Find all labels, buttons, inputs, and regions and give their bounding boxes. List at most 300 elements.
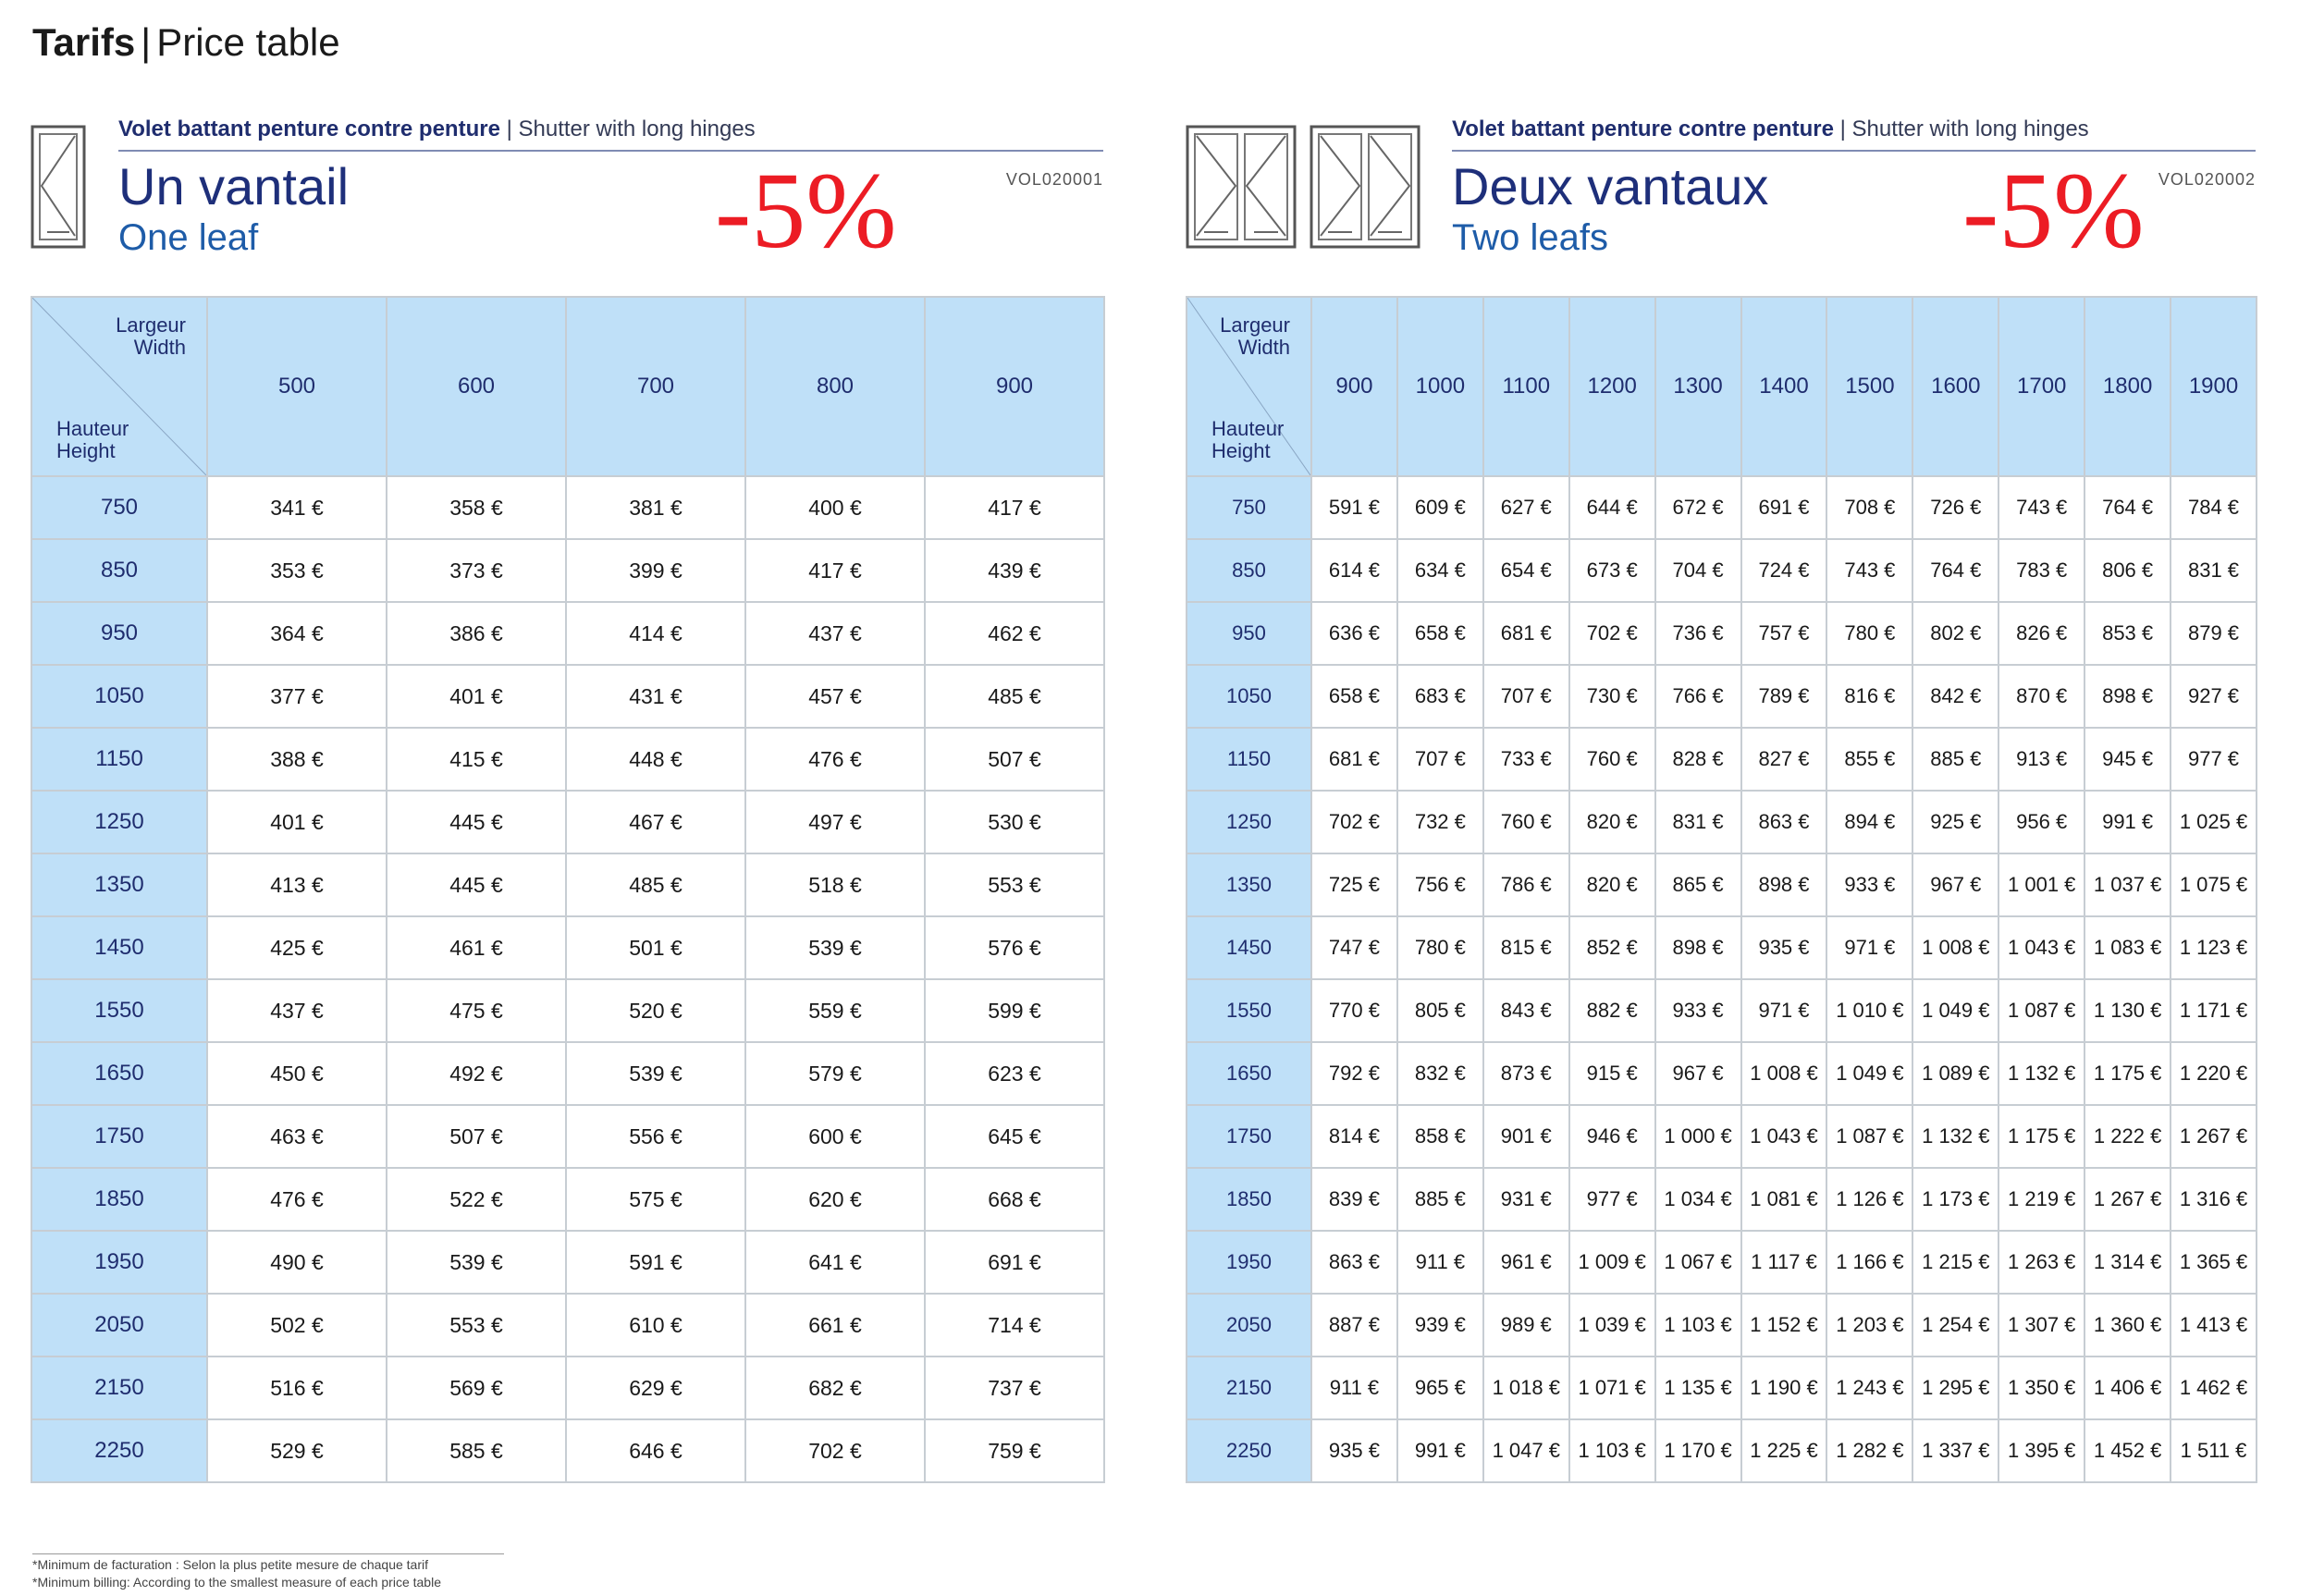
price-cell: 863 € — [1311, 1231, 1397, 1294]
price-cell: 784 € — [2171, 476, 2257, 539]
price-cell: 1 170 € — [1655, 1419, 1741, 1482]
price-cell: 569 € — [387, 1357, 566, 1419]
price-cell: 704 € — [1655, 539, 1741, 602]
width-axis-label — [116, 314, 186, 359]
price-cell: 1 132 € — [1912, 1105, 1998, 1168]
price-cell: 1 009 € — [1569, 1231, 1655, 1294]
panel-title-fr: Un vantail — [118, 157, 350, 215]
discount-badge: -5% — [1962, 150, 2145, 271]
price-cell: 1 075 € — [2171, 853, 2257, 916]
table-row — [31, 1168, 1104, 1231]
price-cell: 539 € — [566, 1042, 745, 1105]
table-row — [31, 853, 1104, 916]
price-cell: 475 € — [387, 979, 566, 1042]
price-cell: 1 215 € — [1912, 1231, 1998, 1294]
panel-subtitle-bold: Volet battant penture contre penture — [118, 117, 500, 141]
price-cell: 463 € — [207, 1105, 387, 1168]
price-cell: 707 € — [1397, 728, 1483, 791]
price-cell: 417 € — [925, 476, 1104, 539]
price-cell: 381 € — [566, 476, 745, 539]
price-cell: 668 € — [925, 1168, 1104, 1231]
height-row-header: 2150 — [1187, 1357, 1311, 1419]
price-cell: 1 135 € — [1655, 1357, 1741, 1419]
table-header-row — [31, 297, 1104, 476]
height-row-header: 2150 — [31, 1357, 207, 1419]
price-cell: 852 € — [1569, 916, 1655, 979]
height-row-header: 850 — [31, 539, 207, 602]
price-cell: 1 067 € — [1655, 1231, 1741, 1294]
price-cell: 815 € — [1483, 916, 1569, 979]
price-cell: 961 € — [1483, 1231, 1569, 1294]
footnote-divider — [32, 1553, 504, 1554]
price-cell: 417 € — [745, 539, 925, 602]
price-cell: 476 € — [745, 728, 925, 791]
price-cell: 1 001 € — [1998, 853, 2084, 916]
price-cell: 828 € — [1655, 728, 1741, 791]
height-label-fr: Hauteur — [1211, 417, 1285, 440]
price-cell: 1 307 € — [1998, 1294, 2084, 1357]
price-cell: 879 € — [2171, 602, 2257, 665]
price-cell: 702 € — [1311, 791, 1397, 853]
table-row — [1187, 1231, 2257, 1294]
price-cell: 989 € — [1483, 1294, 1569, 1357]
height-row-header: 1350 — [31, 853, 207, 916]
price-cell: 977 € — [2171, 728, 2257, 791]
price-cell: 1 413 € — [2171, 1294, 2257, 1357]
height-row-header: 1950 — [31, 1231, 207, 1294]
price-cell: 1 087 € — [1826, 1105, 1912, 1168]
price-cell: 1 295 € — [1912, 1357, 1998, 1419]
panel-title-fr: Deux vantaux — [1452, 157, 1769, 215]
price-cell: 1 406 € — [2084, 1357, 2171, 1419]
height-row-header: 950 — [31, 602, 207, 665]
height-row-header: 2250 — [31, 1419, 207, 1482]
price-cell: 831 € — [1655, 791, 1741, 853]
price-cell: 911 € — [1397, 1231, 1483, 1294]
price-cell: 485 € — [566, 853, 745, 916]
price-cell: 1 360 € — [2084, 1294, 2171, 1357]
price-cell: 634 € — [1397, 539, 1483, 602]
price-cell: 522 € — [387, 1168, 566, 1231]
price-cell: 437 € — [207, 979, 387, 1042]
one-leaf-shutter-icon — [31, 125, 86, 249]
price-cell: 873 € — [1483, 1042, 1569, 1105]
price-cell: 967 € — [1655, 1042, 1741, 1105]
product-reference: VOL020002 — [2158, 170, 2256, 189]
panel-subtitle — [118, 111, 1103, 152]
table-row — [1187, 853, 2257, 916]
price-cell: 971 € — [1741, 979, 1827, 1042]
price-cell: 1 175 € — [1998, 1105, 2084, 1168]
table-row — [1187, 539, 2257, 602]
table-corner-cell — [1187, 297, 1311, 476]
height-label-fr: Hauteur — [56, 417, 129, 440]
price-cell: 462 € — [925, 602, 1104, 665]
table-row — [31, 979, 1104, 1042]
price-cell: 945 € — [2084, 728, 2171, 791]
price-cell: 1 314 € — [2084, 1231, 2171, 1294]
price-cell: 691 € — [1741, 476, 1827, 539]
height-row-header: 1150 — [1187, 728, 1311, 791]
price-cell: 991 € — [2084, 791, 2171, 853]
price-cell: 461 € — [387, 916, 566, 979]
price-cell: 553 € — [925, 853, 1104, 916]
price-cell: 623 € — [925, 1042, 1104, 1105]
price-cell: 490 € — [207, 1231, 387, 1294]
height-row-header: 1650 — [31, 1042, 207, 1105]
price-cell: 814 € — [1311, 1105, 1397, 1168]
price-cell: 658 € — [1311, 665, 1397, 728]
price-cell: 933 € — [1655, 979, 1741, 1042]
table-row — [31, 1042, 1104, 1105]
height-row-header: 1050 — [1187, 665, 1311, 728]
price-cell: 518 € — [745, 853, 925, 916]
price-cell: 591 € — [566, 1231, 745, 1294]
width-label-en: Width — [133, 336, 186, 359]
price-cell: 853 € — [2084, 602, 2171, 665]
price-cell: 1 267 € — [2084, 1168, 2171, 1231]
price-cell: 1 034 € — [1655, 1168, 1741, 1231]
price-cell: 802 € — [1912, 602, 1998, 665]
page-title-rest: Price table — [156, 20, 340, 64]
price-cell: 1 175 € — [2084, 1042, 2171, 1105]
width-column-header: 1300 — [1655, 297, 1741, 476]
price-cell: 576 € — [925, 916, 1104, 979]
height-row-header: 1450 — [31, 916, 207, 979]
price-cell: 1 254 € — [1912, 1294, 1998, 1357]
price-cell: 901 € — [1483, 1105, 1569, 1168]
footnote — [32, 1553, 504, 1591]
price-cell: 1 243 € — [1826, 1357, 1912, 1419]
page-title — [32, 20, 340, 65]
page-title-bold: Tarifs — [32, 20, 136, 64]
price-cell: 708 € — [1826, 476, 1912, 539]
price-cell: 1 010 € — [1826, 979, 1912, 1042]
height-row-header: 750 — [1187, 476, 1311, 539]
price-cell: 806 € — [2084, 539, 2171, 602]
width-column-header: 1600 — [1912, 297, 1998, 476]
price-cell: 783 € — [1998, 539, 2084, 602]
height-row-header: 1750 — [31, 1105, 207, 1168]
price-cell: 641 € — [745, 1231, 925, 1294]
price-cell: 747 € — [1311, 916, 1397, 979]
price-cell: 1 043 € — [1998, 916, 2084, 979]
height-row-header: 1750 — [1187, 1105, 1311, 1168]
footnote-line-fr: *Minimum de facturation : Selon la plus petite mesure de chaque tarif — [32, 1557, 429, 1572]
footnote-line-en: *Minimum billing: According to the smallest measure of each price table — [32, 1575, 441, 1590]
height-row-header: 1350 — [1187, 853, 1311, 916]
price-cell: 946 € — [1569, 1105, 1655, 1168]
price-cell: 1 000 € — [1655, 1105, 1741, 1168]
height-axis-label — [1211, 418, 1284, 462]
price-cell: 927 € — [2171, 665, 2257, 728]
width-axis-label — [1220, 314, 1290, 359]
width-column-header: 1900 — [2171, 297, 2257, 476]
width-column-header: 1000 — [1397, 297, 1483, 476]
price-cell: 445 € — [387, 791, 566, 853]
panel-header — [118, 111, 1103, 259]
price-cell: 820 € — [1569, 853, 1655, 916]
price-cell: 591 € — [1311, 476, 1397, 539]
price-cell: 353 € — [207, 539, 387, 602]
price-cell: 401 € — [207, 791, 387, 853]
price-cell: 1 089 € — [1912, 1042, 1998, 1105]
price-cell: 1 511 € — [2171, 1419, 2257, 1482]
panel-subtitle-rest: Shutter with long hinges — [1851, 117, 2089, 141]
price-cell: 400 € — [745, 476, 925, 539]
price-cell: 507 € — [387, 1105, 566, 1168]
price-cell: 1 462 € — [2171, 1357, 2257, 1419]
table-row — [1187, 1419, 2257, 1482]
price-cell: 967 € — [1912, 853, 1998, 916]
price-cell: 858 € — [1397, 1105, 1483, 1168]
price-cell: 431 € — [566, 665, 745, 728]
price-cell: 931 € — [1483, 1168, 1569, 1231]
table-row — [31, 476, 1104, 539]
price-cell: 730 € — [1569, 665, 1655, 728]
price-cell: 726 € — [1912, 476, 1998, 539]
price-cell: 780 € — [1826, 602, 1912, 665]
height-row-header: 1450 — [1187, 916, 1311, 979]
height-row-header: 1250 — [31, 791, 207, 853]
width-column-header: 1400 — [1741, 297, 1827, 476]
price-cell: 1 071 € — [1569, 1357, 1655, 1419]
price-cell: 467 € — [566, 791, 745, 853]
shutter-icons — [1186, 125, 1420, 249]
price-cell: 1 117 € — [1741, 1231, 1827, 1294]
table-row — [1187, 1105, 2257, 1168]
price-cell: 1 083 € — [2084, 916, 2171, 979]
height-row-header: 950 — [1187, 602, 1311, 665]
price-cell: 894 € — [1826, 791, 1912, 853]
price-cell: 911 € — [1311, 1357, 1397, 1419]
price-cell: 1 282 € — [1826, 1419, 1912, 1482]
price-cell: 839 € — [1311, 1168, 1397, 1231]
width-column-header: 1800 — [2084, 297, 2171, 476]
price-cell: 898 € — [1655, 916, 1741, 979]
price-cell: 1 018 € — [1483, 1357, 1569, 1419]
price-cell: 414 € — [566, 602, 745, 665]
price-cell: 1 152 € — [1741, 1294, 1827, 1357]
height-label-en: Height — [1211, 439, 1271, 462]
shutter-icons — [31, 125, 86, 249]
price-cell: 843 € — [1483, 979, 1569, 1042]
table-row — [1187, 728, 2257, 791]
table-row — [31, 539, 1104, 602]
price-cell: 764 € — [1912, 539, 1998, 602]
two-leaf-shutter-icon — [1310, 125, 1420, 249]
height-row-header: 2050 — [1187, 1294, 1311, 1357]
price-cell: 1 219 € — [1998, 1168, 2084, 1231]
price-cell: 1 043 € — [1741, 1105, 1827, 1168]
price-cell: 707 € — [1483, 665, 1569, 728]
price-cell: 476 € — [207, 1168, 387, 1231]
width-column-header: 800 — [745, 297, 925, 476]
height-row-header: 1850 — [31, 1168, 207, 1231]
price-cell: 1 171 € — [2171, 979, 2257, 1042]
product-reference: VOL020001 — [1005, 170, 1103, 189]
table-row — [31, 1294, 1104, 1357]
price-cell: 1 126 € — [1826, 1168, 1912, 1231]
price-cell: 1 337 € — [1912, 1419, 1998, 1482]
table-row — [1187, 1294, 2257, 1357]
price-cell: 714 € — [925, 1294, 1104, 1357]
price-cell: 935 € — [1741, 916, 1827, 979]
table-header-row — [1187, 297, 2257, 476]
table-row — [1187, 791, 2257, 853]
price-cell: 939 € — [1397, 1294, 1483, 1357]
price-cell: 681 € — [1311, 728, 1397, 791]
price-cell: 399 € — [566, 539, 745, 602]
width-column-header: 1100 — [1483, 297, 1569, 476]
price-table — [1186, 296, 2257, 1483]
height-row-header: 1150 — [31, 728, 207, 791]
width-column-header: 700 — [566, 297, 745, 476]
price-cell: 1 173 € — [1912, 1168, 1998, 1231]
table-row — [1187, 1168, 2257, 1231]
price-cell: 627 € — [1483, 476, 1569, 539]
price-cell: 831 € — [2171, 539, 2257, 602]
price-cell: 502 € — [207, 1294, 387, 1357]
price-cell: 780 € — [1397, 916, 1483, 979]
price-cell: 388 € — [207, 728, 387, 791]
price-cell: 757 € — [1741, 602, 1827, 665]
height-row-header: 1550 — [1187, 979, 1311, 1042]
price-cell: 485 € — [925, 665, 1104, 728]
width-column-header: 1500 — [1826, 297, 1912, 476]
price-cell: 827 € — [1741, 728, 1827, 791]
price-cell: 556 € — [566, 1105, 745, 1168]
panel-subtitle-separator: | — [499, 117, 519, 141]
price-cell: 898 € — [1741, 853, 1827, 916]
table-row — [31, 916, 1104, 979]
price-cell: 1 037 € — [2084, 853, 2171, 916]
price-cell: 1 103 € — [1655, 1294, 1741, 1357]
price-cell: 855 € — [1826, 728, 1912, 791]
table-row — [31, 602, 1104, 665]
price-cell: 725 € — [1311, 853, 1397, 916]
table-corner-cell — [31, 297, 207, 476]
price-cell: 530 € — [925, 791, 1104, 853]
price-cell: 1 222 € — [2084, 1105, 2171, 1168]
price-cell: 737 € — [925, 1357, 1104, 1419]
price-cell: 691 € — [925, 1231, 1104, 1294]
price-cell: 1 047 € — [1483, 1419, 1569, 1482]
price-cell: 898 € — [2084, 665, 2171, 728]
price-cell: 425 € — [207, 916, 387, 979]
price-cell: 575 € — [566, 1168, 745, 1231]
price-cell: 1 220 € — [2171, 1042, 2257, 1105]
width-column-header: 600 — [387, 297, 566, 476]
price-cell: 645 € — [925, 1105, 1104, 1168]
price-cell: 770 € — [1311, 979, 1397, 1042]
discount-badge: -5% — [715, 150, 897, 271]
width-column-header: 500 — [207, 297, 387, 476]
price-cell: 805 € — [1397, 979, 1483, 1042]
table-row — [1187, 916, 2257, 979]
panel-subtitle-rest: Shutter with long hinges — [518, 117, 756, 141]
panel-subtitle-separator: | — [1833, 117, 1852, 141]
price-cell: 863 € — [1741, 791, 1827, 853]
price-cell: 1 087 € — [1998, 979, 2084, 1042]
price-cell: 702 € — [1569, 602, 1655, 665]
price-cell: 1 190 € — [1741, 1357, 1827, 1419]
price-cell: 887 € — [1311, 1294, 1397, 1357]
price-cell: 539 € — [387, 1231, 566, 1294]
price-cell: 614 € — [1311, 539, 1397, 602]
price-cell: 1 225 € — [1741, 1419, 1827, 1482]
price-cell: 415 € — [387, 728, 566, 791]
price-cell: 646 € — [566, 1419, 745, 1482]
table-row — [31, 665, 1104, 728]
price-cell: 1 350 € — [1998, 1357, 2084, 1419]
width-label-en: Width — [1237, 336, 1290, 359]
height-row-header: 750 — [31, 476, 207, 539]
price-cell: 386 € — [387, 602, 566, 665]
price-cell: 599 € — [925, 979, 1104, 1042]
table-row — [31, 1357, 1104, 1419]
price-cell: 1 123 € — [2171, 916, 2257, 979]
price-table — [31, 296, 1105, 1483]
width-label-fr: Largeur — [116, 313, 186, 337]
table-row — [1187, 979, 2257, 1042]
price-cell: 826 € — [1998, 602, 2084, 665]
page-title-separator: | — [141, 20, 152, 64]
price-cell: 437 € — [745, 602, 925, 665]
price-cell: 792 € — [1311, 1042, 1397, 1105]
price-cell: 1 132 € — [1998, 1042, 2084, 1105]
price-cell: 364 € — [207, 602, 387, 665]
height-row-header: 1250 — [1187, 791, 1311, 853]
price-cell: 401 € — [387, 665, 566, 728]
price-cell: 977 € — [1569, 1168, 1655, 1231]
price-cell: 820 € — [1569, 791, 1655, 853]
price-cell: 760 € — [1483, 791, 1569, 853]
price-cell: 636 € — [1311, 602, 1397, 665]
price-cell: 885 € — [1912, 728, 1998, 791]
price-cell: 1 267 € — [2171, 1105, 2257, 1168]
price-cell: 559 € — [745, 979, 925, 1042]
price-cell: 732 € — [1397, 791, 1483, 853]
price-cell: 609 € — [1397, 476, 1483, 539]
price-cell: 445 € — [387, 853, 566, 916]
price-cell: 1 025 € — [2171, 791, 2257, 853]
price-cell: 759 € — [925, 1419, 1104, 1482]
price-cell: 681 € — [1483, 602, 1569, 665]
price-cell: 579 € — [745, 1042, 925, 1105]
price-cell: 1 008 € — [1912, 916, 1998, 979]
table-row — [31, 1231, 1104, 1294]
price-cell: 644 € — [1569, 476, 1655, 539]
price-cell: 600 € — [745, 1105, 925, 1168]
panel-subtitle-bold: Volet battant penture contre penture — [1452, 117, 1834, 141]
price-cell: 965 € — [1397, 1357, 1483, 1419]
height-row-header: 1850 — [1187, 1168, 1311, 1231]
panel-title-en: One leaf — [118, 217, 259, 258]
price-cell: 1 316 € — [2171, 1168, 2257, 1231]
price-cell: 913 € — [1998, 728, 2084, 791]
price-cell: 925 € — [1912, 791, 1998, 853]
height-row-header: 850 — [1187, 539, 1311, 602]
price-cell: 885 € — [1397, 1168, 1483, 1231]
table-row — [1187, 602, 2257, 665]
price-cell: 816 € — [1826, 665, 1912, 728]
table-row — [1187, 1042, 2257, 1105]
price-cell: 882 € — [1569, 979, 1655, 1042]
price-cell: 516 € — [207, 1357, 387, 1419]
table-row — [31, 1419, 1104, 1482]
width-label-fr: Largeur — [1220, 313, 1290, 337]
